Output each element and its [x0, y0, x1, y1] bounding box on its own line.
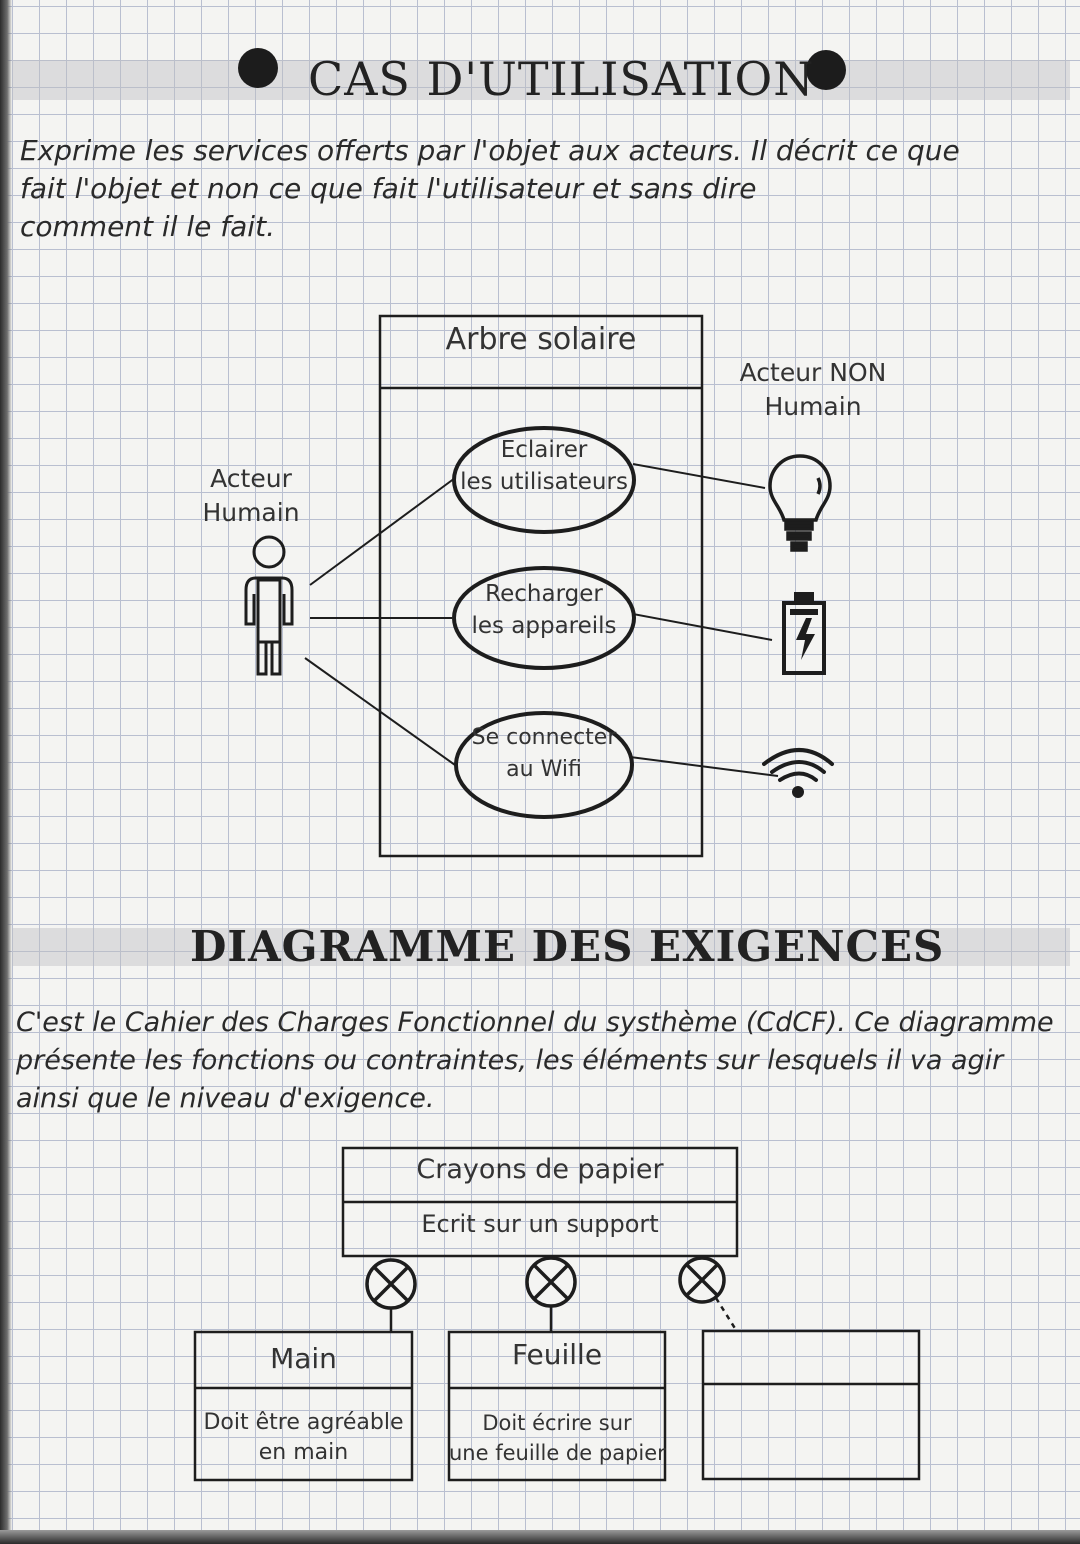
wifi-icon: [764, 750, 832, 798]
use-case-line: Se connecter: [471, 725, 617, 750]
circled-cross-icon: [367, 1260, 415, 1308]
block-requirement-line: en main: [258, 1440, 349, 1465]
use-case-line: Recharger: [485, 581, 603, 607]
block-requirement-line: une feuille de papier: [449, 1441, 666, 1465]
system-name: Arbre solaire: [445, 322, 637, 357]
use-case-description-line: Exprime les services offerts par l'objet aux acteurs. Il décrit ce que: [20, 134, 960, 167]
person-icon: [246, 537, 292, 674]
containment-link-dashed: [716, 1298, 736, 1330]
main-block-function: Ecrit sur un support: [421, 1210, 659, 1238]
use-case-line: au Wifi: [506, 757, 582, 782]
use-case-description-line: fait l'objet et non ce que fait l'utilisateur et sans dire: [20, 172, 757, 205]
requirements-description: [16, 1004, 1054, 1118]
association-line: [310, 478, 455, 585]
light-bulb-icon: [770, 456, 830, 550]
non-human-actor-label-line: Humain: [764, 392, 862, 421]
human-actor-label: [196, 462, 306, 530]
requirements-description-line: présente les fonctions ou contraintes, les éléments sur lesquels il va agir: [16, 1045, 1004, 1076]
requirements-title: DIAGRAMME DES EXIGENCES: [190, 922, 945, 971]
use-case-line: les utilisateurs: [460, 469, 628, 495]
use-case-line: les appareils: [471, 613, 617, 639]
block-name-feuille: Feuille: [511, 1338, 603, 1371]
use-case-description-line: comment il le fait.: [20, 210, 275, 243]
use-case-wifi: [456, 722, 632, 786]
battery-icon: [784, 592, 824, 673]
block-requirement-line: Doit être agréable: [203, 1410, 404, 1435]
block-requirement-line: Doit écrire sur: [482, 1411, 632, 1435]
use-case-recharger: [456, 578, 632, 642]
non-human-actor-label-line: Acteur NON: [739, 358, 887, 387]
requirements-description-line: C'est le Cahier des Charges Fonctionnel du systhème (CdCF). Ce diagramme: [16, 1007, 1054, 1038]
non-human-actor-label: [728, 356, 898, 424]
requirements-description-line: ainsi que le niveau d'exigence.: [16, 1083, 435, 1114]
use-case-line: Eclairer: [500, 437, 588, 463]
use-case-title: CAS D'UTILISATION: [308, 52, 815, 106]
main-block-name: Crayons de papier: [416, 1154, 664, 1185]
use-case-eclairer: [456, 434, 632, 498]
block-name-main: Main: [270, 1342, 337, 1375]
block-frame-empty: [703, 1331, 919, 1479]
human-actor-label-line: Humain: [202, 498, 300, 527]
block-requirement-main: [195, 1408, 412, 1468]
circled-cross-icon: [680, 1258, 724, 1302]
association-line: [633, 464, 765, 488]
block-requirement-feuille: [449, 1408, 665, 1468]
association-line: [630, 757, 778, 776]
human-actor-label-line: Acteur: [210, 464, 292, 493]
circled-cross-icon: [527, 1258, 575, 1306]
